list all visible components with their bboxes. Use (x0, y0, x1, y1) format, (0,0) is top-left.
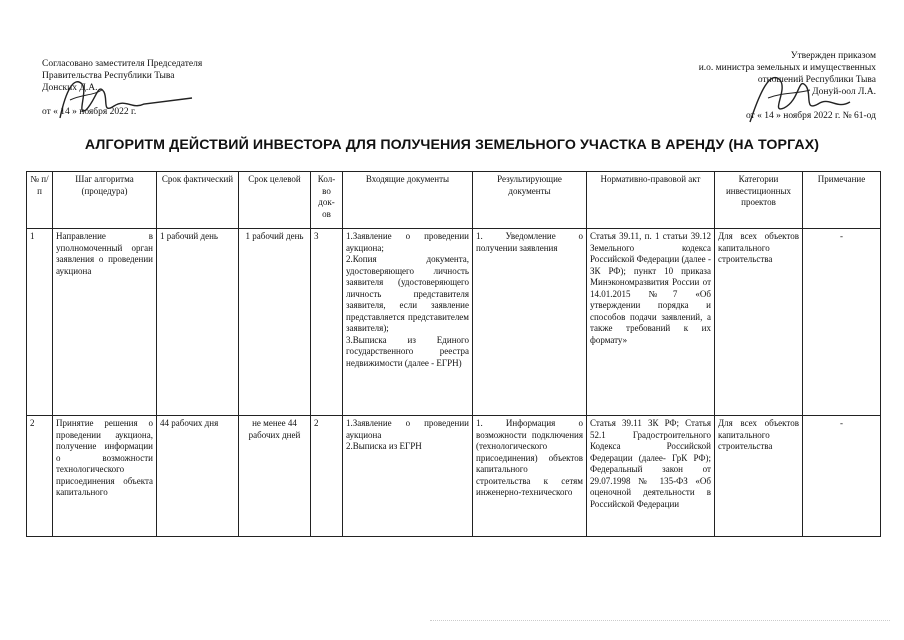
signature-left (52, 70, 202, 125)
cell-categories: Для всех объектов капитального строительства (715, 416, 803, 537)
approved-line: Донуй-оол Л.А. (812, 87, 876, 97)
approval-line: Правительства Республики Тыва (42, 71, 175, 81)
cell-count: 3 (311, 229, 343, 416)
cell-step: Направление в уполномоченный орган заявления о проведении аукциона (53, 229, 157, 416)
col-header-categories: Категории инвестиционных проектов (715, 172, 803, 229)
cell-act: Статья 39.11 ЗК РФ; Статья 52.1 Градостроительного Кодекса Российской Федерации (далее- ГрК РФ); Федеральный закон от 29.07.1998 № 135-ФЗ «Об оценочной деятельности в Российской Федерации (587, 416, 715, 537)
document-title: АЛГОРИТМ ДЕЙСТВИЙ ИНВЕСТОРА ДЛЯ ПОЛУЧЕНИЯ ЗЕМЕЛЬНОГО УЧАСТКА В АРЕНДУ (НА ТОРГАХ) (84, 137, 820, 153)
approval-date: от « 14 » ноября 2022 г. (42, 107, 137, 117)
input-doc: 2.Копия документа, удостоверяющего личность заявителя (удостоверяющего личность представителя заявителя, если заявление представляется представителем заявителя); (346, 254, 469, 333)
cell-num: 1 (27, 229, 53, 416)
approval-line: Донских Д.А. (42, 83, 98, 93)
cell-inputs (343, 229, 473, 416)
col-header-outputs: Результирующие документы (473, 172, 587, 229)
scan-artifact-line (430, 620, 890, 622)
table-header-row (27, 172, 881, 229)
approved-line: Утвержден приказом (790, 51, 876, 61)
cell-actual: 1 рабочий день (157, 229, 239, 416)
col-header-num: № п/п (27, 172, 53, 229)
input-doc: 1.Заявление о проведении аукциона (346, 418, 469, 440)
algorithm-table (26, 171, 881, 537)
table-row (27, 229, 881, 416)
cell-categories: Для всех объектов капитального строительства (715, 229, 803, 416)
cell-target: 1 рабочий день (239, 229, 311, 416)
col-header-note: Примечание (803, 172, 881, 229)
cell-note: - (803, 229, 881, 416)
col-header-step: Шаг алгоритма (процедура) (53, 172, 157, 229)
cell-num: 2 (27, 416, 53, 537)
col-header-act: Нормативно-правовой акт (587, 172, 715, 229)
cell-count: 2 (311, 416, 343, 537)
table-row (27, 416, 881, 537)
cell-actual: 44 рабочих дня (157, 416, 239, 537)
cell-target: не менее 44 рабочих дней (239, 416, 311, 537)
input-doc: 3.Выписка из Единого государственного реестра недвижимости (далее - ЕГРН) (346, 334, 469, 368)
col-header-inputs: Входящие документы (343, 172, 473, 229)
approval-line: Согласовано заместителя Председателя (42, 59, 203, 69)
approved-line: и.о. министра земельных и имущественных (698, 63, 876, 73)
approved-date: от « 14 » ноября 2022 г. № 61-од (746, 111, 876, 121)
cell-note: - (803, 416, 881, 537)
input-doc: 2.Выписка из ЕГРН (346, 441, 422, 451)
col-header-count: Кол-во док-ов (311, 172, 343, 229)
col-header-target: Срок целевой (239, 172, 311, 229)
signature-right (740, 62, 860, 132)
cell-inputs (343, 416, 473, 537)
approved-line: отношений Республики Тыва (757, 75, 876, 85)
cell-outputs: 1. Информация о возможности подключения (технологического присоединения) объектов капитального строительства к сетям инженерно-технического (473, 416, 587, 537)
cell-step: Принятие решения о проведении аукциона, получение информации о возможности технологического присоединения объекта капитального (53, 416, 157, 537)
col-header-actual: Срок фактический (157, 172, 239, 229)
cell-act: Статья 39.11, п. 1 статьи 39.12 Земельного кодекса Российской Федерации (далее - ЗК РФ); пункт 10 приказа Минэкономразвития России от 14.01.2015 №7 «Об утверждении порядка и способов подачи заявлений, а также требований к их формату» (587, 229, 715, 416)
cell-outputs: 1. Уведомление о получении заявления (473, 229, 587, 416)
input-doc: 1.Заявление о проведении аукциона; (346, 231, 469, 253)
